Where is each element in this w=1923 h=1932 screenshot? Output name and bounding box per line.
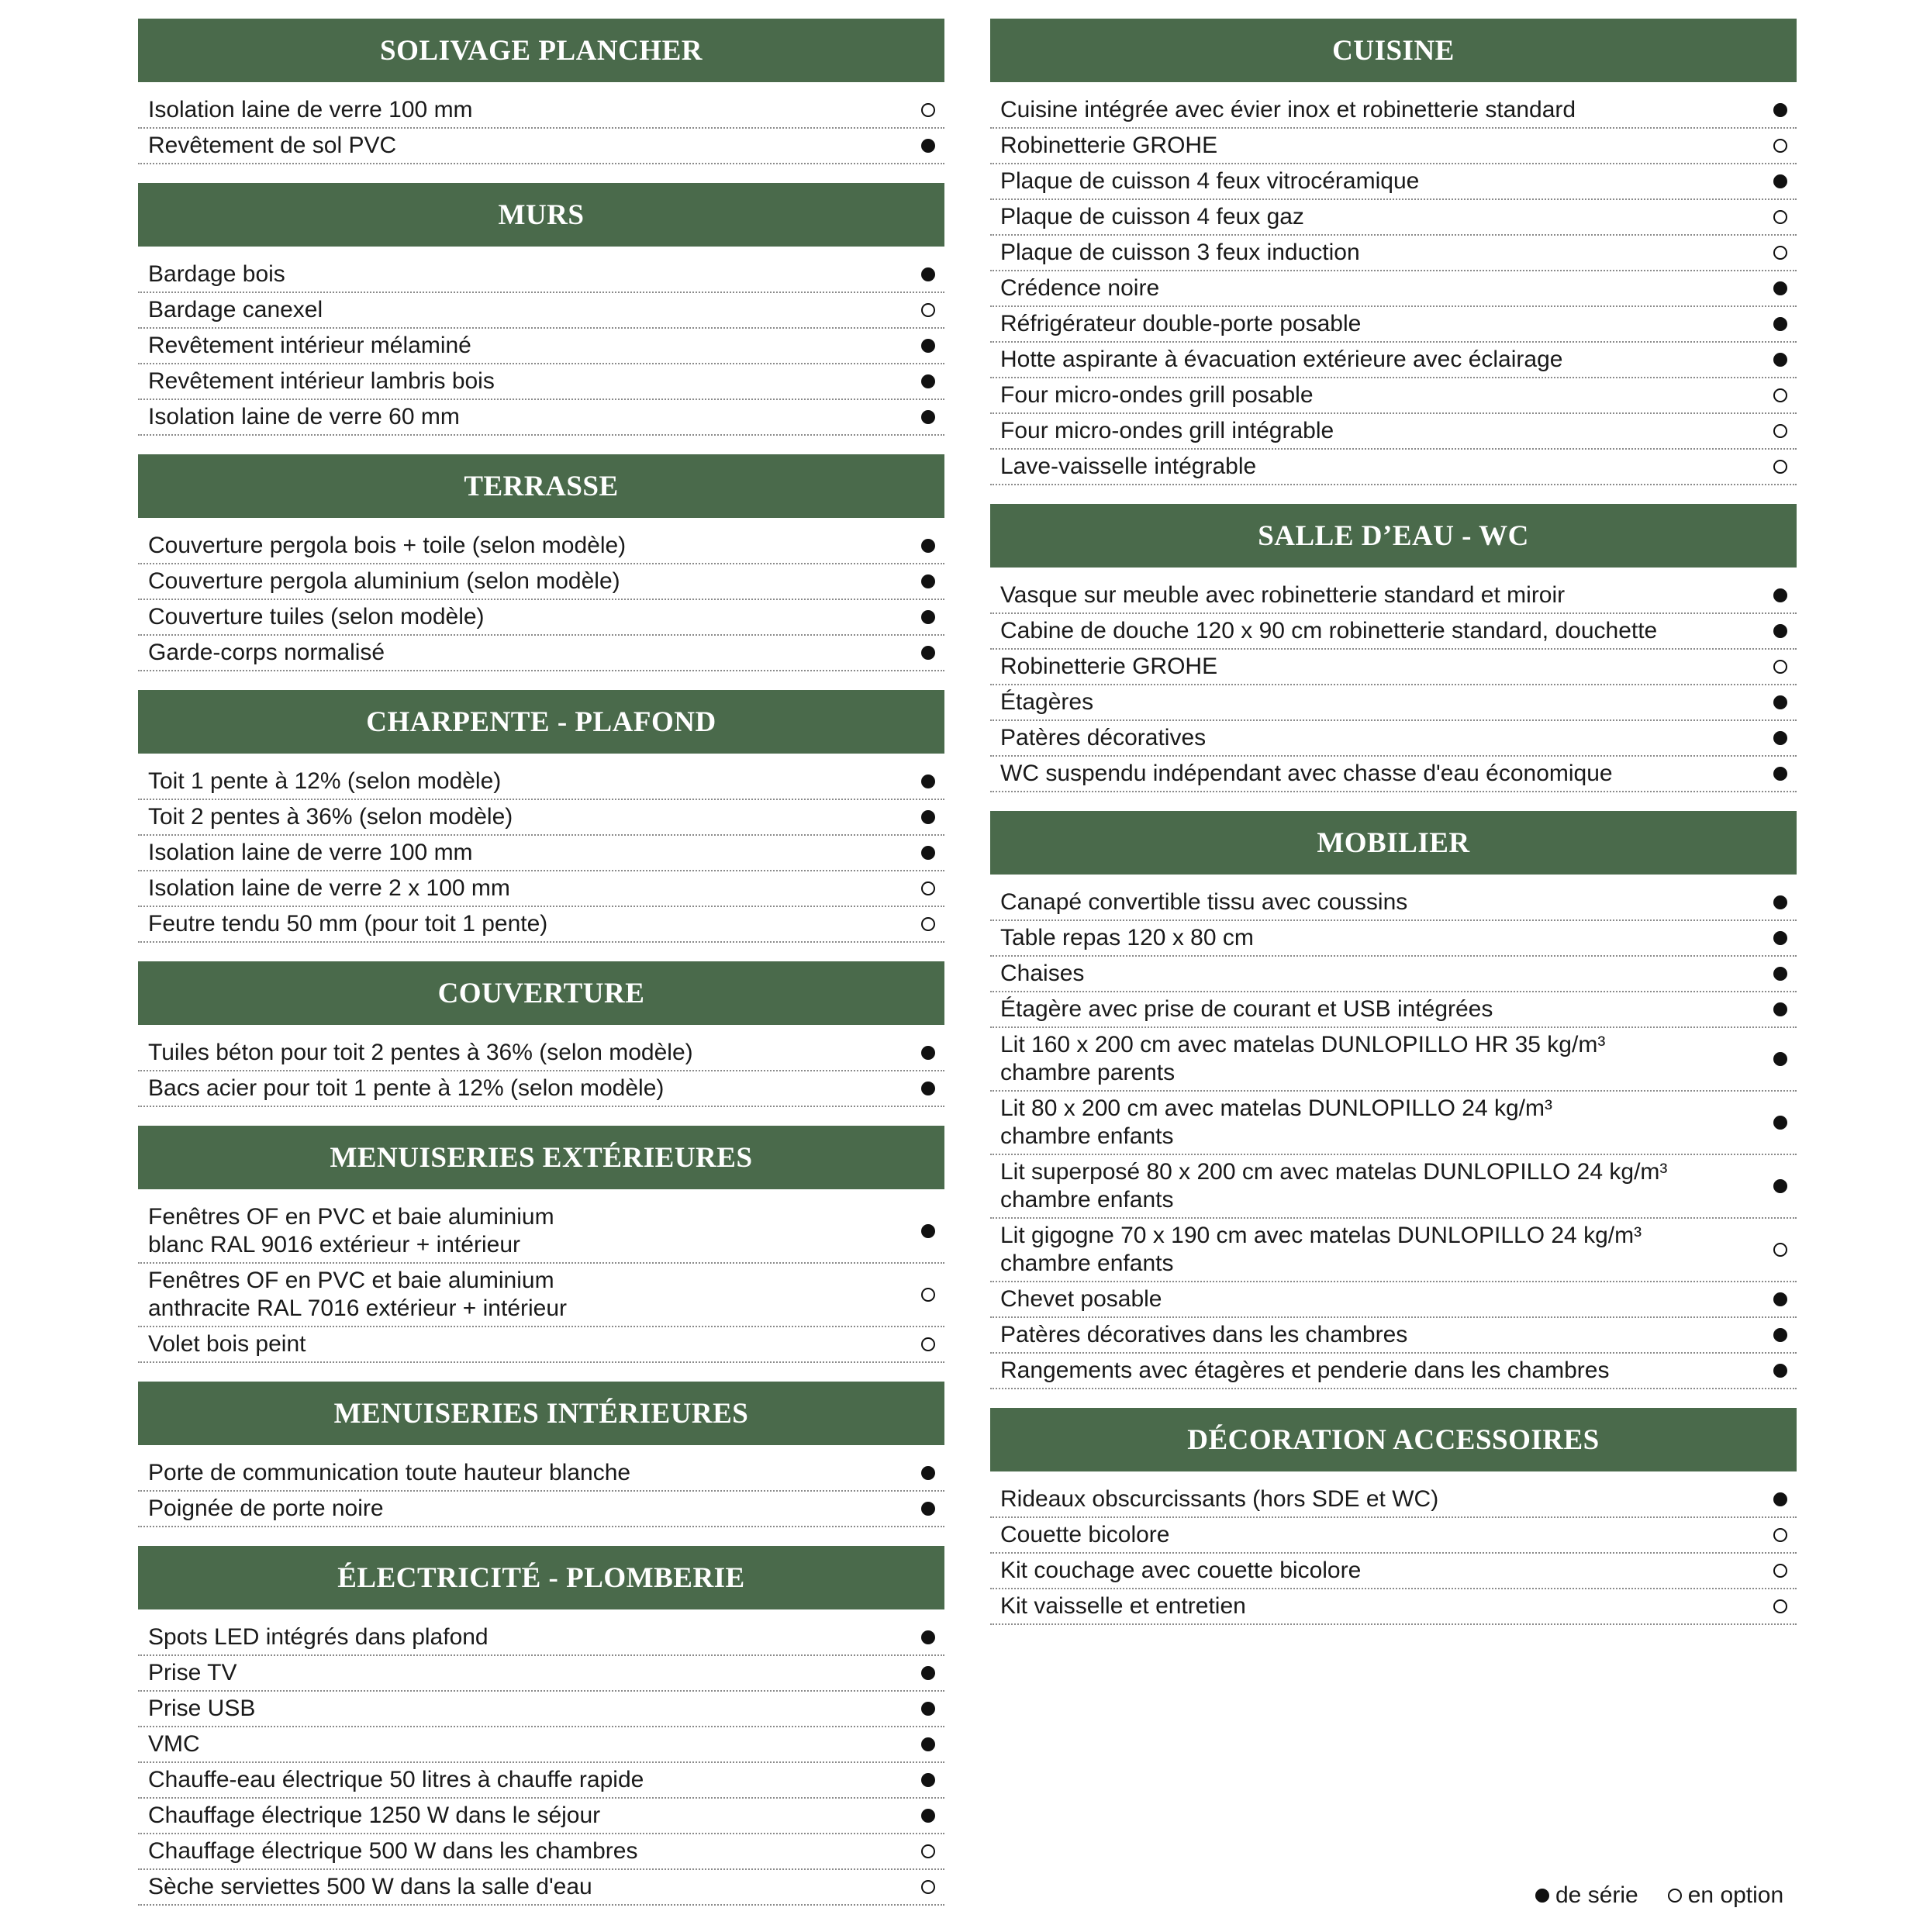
hollow-circle-icon: [921, 1288, 935, 1302]
item-label: Chauffe-eau électrique 50 litres à chauffe rapide: [148, 1767, 644, 1792]
filled-circle-icon: [1773, 103, 1787, 117]
list-item: [138, 1799, 944, 1834]
section: [990, 504, 1797, 792]
hollow-circle-icon: [921, 881, 935, 895]
item-label: Étagère avec prise de courant et USB intégrées: [1000, 996, 1493, 1022]
filled-circle-icon: [921, 1466, 935, 1480]
legend-serie-label: de série: [1555, 1882, 1638, 1908]
filled-circle-icon: [921, 410, 935, 424]
hollow-circle-icon: [1773, 1599, 1787, 1613]
section: [138, 454, 944, 671]
list-item: [138, 1492, 944, 1527]
item-label: Robinetterie GROHE: [1000, 133, 1218, 158]
item-label: Cuisine intégrée avec évier inox et robinetterie standard: [1000, 97, 1576, 122]
item-label: Sèche serviettes 500 W dans la salle d'eau: [148, 1874, 592, 1899]
list-item: [138, 1620, 944, 1656]
filled-circle-icon: [1773, 317, 1787, 331]
filled-circle-icon: [921, 1502, 935, 1516]
list-item: [138, 93, 944, 129]
list-item: [138, 1763, 944, 1799]
section-title: MOBILIER: [990, 811, 1797, 875]
list-item: [990, 650, 1797, 685]
list-item: [990, 1482, 1797, 1518]
item-label: Rangements avec étagères et penderie dans les chambres: [1000, 1358, 1610, 1383]
item-label: Toit 2 pentes à 36% (selon modèle): [148, 804, 513, 830]
filled-circle-icon: [921, 1773, 935, 1787]
hollow-circle-icon: [921, 1844, 935, 1858]
filled-circle-icon: [1773, 1364, 1787, 1378]
item-label: Volet bois peint: [148, 1331, 306, 1357]
list-item: [138, 364, 944, 400]
item-label: Revêtement intérieur lambris bois: [148, 368, 495, 394]
filled-circle-icon: [921, 775, 935, 788]
list-item: [990, 1282, 1797, 1318]
section: [138, 183, 944, 436]
list-item: [990, 1092, 1797, 1155]
section: [138, 690, 944, 943]
item-label: Isolation laine de verre 60 mm: [148, 404, 460, 430]
item-label: Plaque de cuisson 4 feux gaz: [1000, 204, 1304, 229]
item-label: Bacs acier pour toit 1 pente à 12% (selon modèle): [148, 1075, 665, 1101]
item-label: Prise TV: [148, 1660, 237, 1685]
filled-circle-icon: [1773, 695, 1787, 709]
filled-circle-icon: [921, 1046, 935, 1060]
section: [990, 19, 1797, 485]
section-title: SALLE D’EAU - WC: [990, 504, 1797, 568]
list-item: [138, 1727, 944, 1763]
list-item: [138, 1071, 944, 1107]
item-label: Robinetterie GROHE: [1000, 654, 1218, 679]
list-item: [138, 800, 944, 836]
section-title: ÉLECTRICITÉ - PLOMBERIE: [138, 1546, 944, 1609]
list-item: [138, 529, 944, 564]
list-item: [990, 1518, 1797, 1554]
item-label: Bardage canexel: [148, 297, 323, 323]
filled-circle-icon: [921, 267, 935, 281]
item-label: Spots LED intégrés dans plafond: [148, 1624, 489, 1650]
list-item: [138, 636, 944, 671]
item-label: VMC: [148, 1731, 200, 1757]
hollow-circle-icon: [1773, 1243, 1787, 1257]
filled-circle-icon: [1773, 1179, 1787, 1193]
section: [138, 961, 944, 1107]
list-item: [138, 871, 944, 907]
filled-circle-icon: [921, 1082, 935, 1095]
filled-circle-icon: [921, 810, 935, 824]
hollow-circle-icon: [1773, 660, 1787, 674]
item-label: Isolation laine de verre 2 x 100 mm: [148, 875, 510, 901]
filled-circle-icon: [1773, 174, 1787, 188]
filled-circle-icon: [921, 646, 935, 660]
list-item: [990, 578, 1797, 614]
filled-circle-icon: [921, 339, 935, 353]
section: [138, 19, 944, 164]
filled-circle-icon: [1773, 1492, 1787, 1506]
item-label: Chevet posable: [1000, 1286, 1162, 1312]
item-label: Patères décoratives dans les chambres: [1000, 1322, 1408, 1347]
section: [138, 1126, 944, 1363]
filled-circle-icon: [1773, 1292, 1787, 1306]
list-item: [990, 1354, 1797, 1389]
item-label: Couverture pergola aluminium (selon modèle): [148, 568, 620, 594]
filled-circle-icon: [921, 1630, 935, 1644]
section-title: MENUISERIES INTÉRIEURES: [138, 1382, 944, 1445]
filled-circle-icon: [1535, 1889, 1549, 1903]
item-label: Lave-vaisselle intégrable: [1000, 454, 1257, 479]
list-item: [138, 1200, 944, 1264]
section: [138, 1546, 944, 1906]
section: [990, 811, 1797, 1389]
item-label: Revêtement intérieur mélaminé: [148, 333, 471, 358]
list-item: [990, 450, 1797, 485]
list-item: [990, 885, 1797, 921]
filled-circle-icon: [921, 846, 935, 860]
filled-circle-icon: [921, 610, 935, 624]
right-column: [990, 19, 1797, 1644]
list-item: [138, 564, 944, 600]
item-label: Garde-corps normalisé: [148, 640, 385, 665]
hollow-circle-icon: [1773, 1564, 1787, 1578]
filled-circle-icon: [1773, 1052, 1787, 1066]
item-label: Plaque de cuisson 3 feux induction: [1000, 240, 1360, 265]
list-item: [990, 921, 1797, 957]
filled-circle-icon: [921, 1702, 935, 1716]
list-item: [990, 1219, 1797, 1282]
list-item: [990, 992, 1797, 1028]
filled-circle-icon: [1773, 967, 1787, 981]
hollow-circle-icon: [1773, 460, 1787, 474]
list-item: [990, 1318, 1797, 1354]
list-item: [990, 1589, 1797, 1625]
filled-circle-icon: [1773, 1002, 1787, 1016]
list-item: [990, 957, 1797, 992]
item-label: Étagères: [1000, 689, 1094, 715]
item-label: Tuiles béton pour toit 2 pentes à 36% (selon modèle): [148, 1040, 693, 1065]
item-label: Isolation laine de verre 100 mm: [148, 97, 473, 122]
filled-circle-icon: [1773, 588, 1787, 602]
hollow-circle-icon: [1773, 424, 1787, 438]
hollow-circle-icon: [921, 103, 935, 117]
section-title: DÉCORATION ACCESSOIRES: [990, 1408, 1797, 1471]
item-label: Poignée de porte noire: [148, 1496, 384, 1521]
item-label: Chauffage électrique 500 W dans les chambres: [148, 1838, 638, 1864]
item-label: Chauffage électrique 1250 W dans le séjour: [148, 1803, 601, 1828]
section-title: CUISINE: [990, 19, 1797, 82]
filled-circle-icon: [1773, 624, 1787, 638]
filled-circle-icon: [921, 574, 935, 588]
item-label: Kit couchage avec couette bicolore: [1000, 1558, 1362, 1583]
list-item: [138, 400, 944, 436]
item-label: Vasque sur meuble avec robinetterie standard et miroir: [1000, 582, 1566, 608]
list-item: [138, 907, 944, 943]
item-label: Patères décoratives: [1000, 725, 1207, 750]
list-item: [138, 129, 944, 164]
hollow-circle-icon: [1773, 210, 1787, 224]
section-title: SOLIVAGE PLANCHER: [138, 19, 944, 82]
list-item: [138, 1036, 944, 1071]
left-column: [138, 19, 944, 1924]
list-item: [138, 836, 944, 871]
hollow-circle-icon: [921, 917, 935, 931]
list-item: [990, 129, 1797, 164]
item-label: Couette bicolore: [1000, 1522, 1170, 1547]
hollow-circle-icon: [1773, 388, 1787, 402]
list-item: [990, 721, 1797, 757]
item-label: Fenêtres OF en PVC et baie aluminium anthracite RAL 7016 extérieur + intérieur: [148, 1268, 568, 1321]
item-label: Couverture pergola bois + toile (selon modèle): [148, 533, 627, 558]
list-item: [990, 307, 1797, 343]
filled-circle-icon: [921, 1809, 935, 1823]
list-item: [138, 293, 944, 329]
item-label: Table repas 120 x 80 cm: [1000, 925, 1254, 950]
list-item: [990, 200, 1797, 236]
filled-circle-icon: [1773, 731, 1787, 745]
item-label: Lit superposé 80 x 200 cm avec matelas DUNLOPILLO 24 kg/m³ chambre enfants: [1000, 1159, 1668, 1213]
list-item: [990, 1155, 1797, 1219]
filled-circle-icon: [1773, 281, 1787, 295]
legend-serie: [1535, 1882, 1638, 1909]
item-label: Couverture tuiles (selon modèle): [148, 604, 485, 630]
section: [990, 1408, 1797, 1625]
list-item: [138, 1264, 944, 1327]
item-label: Four micro-ondes grill intégrable: [1000, 418, 1334, 443]
item-label: Feutre tendu 50 mm (pour toit 1 pente): [148, 911, 548, 937]
item-label: Isolation laine de verre 100 mm: [148, 840, 473, 865]
list-item: [990, 343, 1797, 378]
list-item: [990, 1554, 1797, 1589]
item-label: Prise USB: [148, 1696, 256, 1721]
list-item: [138, 257, 944, 293]
hollow-circle-icon: [1668, 1889, 1682, 1903]
list-item: [138, 329, 944, 364]
item-label: Revêtement de sol PVC: [148, 133, 397, 158]
list-item: [990, 414, 1797, 450]
list-item: [990, 378, 1797, 414]
list-item: [990, 236, 1797, 271]
filled-circle-icon: [921, 539, 935, 553]
section-title: MURS: [138, 183, 944, 247]
list-item: [138, 1327, 944, 1363]
list-item: [990, 1028, 1797, 1092]
list-item: [990, 685, 1797, 721]
list-item: [138, 1456, 944, 1492]
filled-circle-icon: [1773, 353, 1787, 367]
list-item: [138, 1834, 944, 1870]
filled-circle-icon: [1773, 931, 1787, 945]
hollow-circle-icon: [1773, 139, 1787, 153]
filled-circle-icon: [921, 1737, 935, 1751]
filled-circle-icon: [1773, 1116, 1787, 1130]
hollow-circle-icon: [1773, 1528, 1787, 1542]
list-item: [138, 1656, 944, 1692]
filled-circle-icon: [921, 1666, 935, 1680]
filled-circle-icon: [1773, 767, 1787, 781]
item-label: Four micro-ondes grill posable: [1000, 382, 1314, 408]
list-item: [138, 764, 944, 800]
legend-option-label: en option: [1687, 1882, 1784, 1908]
filled-circle-icon: [921, 1224, 935, 1238]
item-label: Canapé convertible tissu avec coussins: [1000, 889, 1408, 915]
filled-circle-icon: [1773, 895, 1787, 909]
item-label: Rideaux obscurcissants (hors SDE et WC): [1000, 1486, 1439, 1512]
item-label: Lit 80 x 200 cm avec matelas DUNLOPILLO 24 kg/m³ chambre enfants: [1000, 1095, 1552, 1149]
section: [138, 1382, 944, 1527]
list-item: [138, 600, 944, 636]
item-label: Lit gigogne 70 x 190 cm avec matelas DUNLOPILLO 24 kg/m³ chambre enfants: [1000, 1223, 1642, 1276]
item-label: Kit vaisselle et entretien: [1000, 1593, 1246, 1619]
section-title: CHARPENTE - PLAFOND: [138, 690, 944, 754]
item-label: Toit 1 pente à 12% (selon modèle): [148, 768, 502, 794]
section-title: TERRASSE: [138, 454, 944, 518]
list-item: [138, 1692, 944, 1727]
item-label: Chaises: [1000, 961, 1085, 986]
hollow-circle-icon: [921, 303, 935, 317]
section-title: COUVERTURE: [138, 961, 944, 1025]
list-item: [990, 757, 1797, 792]
item-label: Hotte aspirante à évacuation extérieure avec éclairage: [1000, 347, 1563, 372]
filled-circle-icon: [1773, 1328, 1787, 1342]
item-label: Bardage bois: [148, 261, 285, 287]
filled-circle-icon: [921, 374, 935, 388]
list-item: [990, 164, 1797, 200]
item-label: Plaque de cuisson 4 feux vitrocéramique: [1000, 168, 1420, 194]
legend-option: [1668, 1882, 1783, 1909]
item-label: Cabine de douche 120 x 90 cm robinetterie standard, douchette: [1000, 618, 1658, 643]
item-label: Réfrigérateur double-porte posable: [1000, 311, 1362, 336]
item-label: Lit 160 x 200 cm avec matelas DUNLOPILLO HR 35 kg/m³ chambre parents: [1000, 1032, 1606, 1085]
item-label: Fenêtres OF en PVC et baie aluminium blanc RAL 9016 extérieur + intérieur: [148, 1204, 554, 1258]
list-item: [138, 1870, 944, 1906]
filled-circle-icon: [921, 139, 935, 153]
hollow-circle-icon: [921, 1337, 935, 1351]
item-label: Porte de communication toute hauteur blanche: [148, 1460, 631, 1485]
item-label: Crédence noire: [1000, 275, 1160, 301]
section-title: MENUISERIES EXTÉRIEURES: [138, 1126, 944, 1189]
item-label: WC suspendu indépendant avec chasse d'eau économique: [1000, 761, 1613, 786]
hollow-circle-icon: [921, 1880, 935, 1894]
legend: [1535, 1882, 1783, 1909]
list-item: [990, 614, 1797, 650]
hollow-circle-icon: [1773, 246, 1787, 260]
list-item: [990, 271, 1797, 307]
list-item: [990, 93, 1797, 129]
